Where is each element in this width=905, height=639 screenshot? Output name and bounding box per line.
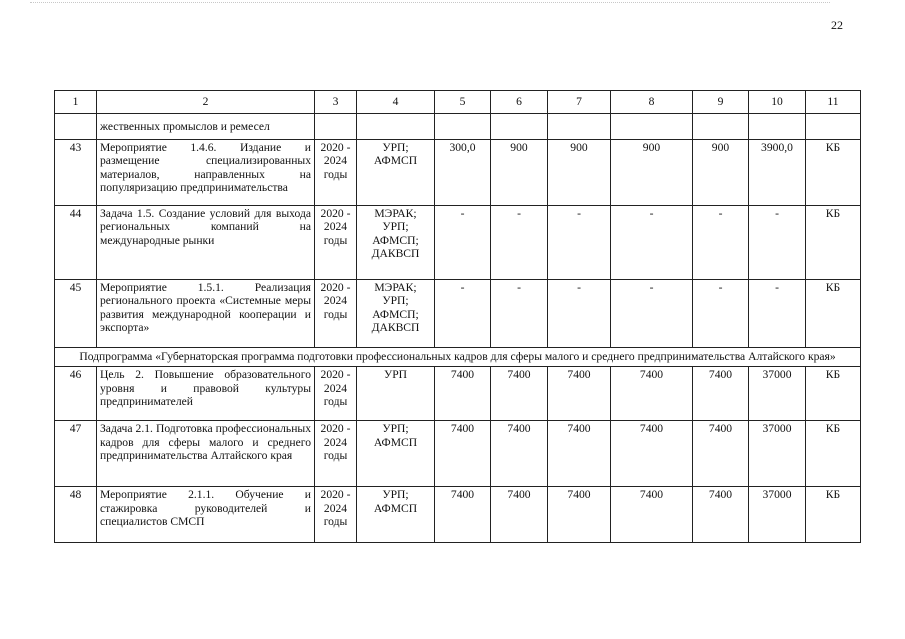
funding-value: - <box>693 280 749 348</box>
header-cell: 8 <box>611 91 693 114</box>
funding-value: 37000 <box>749 421 806 487</box>
header-cell: 3 <box>315 91 357 114</box>
header-cell: 2 <box>97 91 315 114</box>
cell <box>491 114 548 140</box>
funding-value: 7400 <box>491 367 548 421</box>
funding-value: 7400 <box>435 421 491 487</box>
subprogram-row <box>55 348 861 367</box>
executors-cell: УРП; АФМСП <box>357 421 435 487</box>
funding-value: 37000 <box>749 367 806 421</box>
activity-name: Задача 2.1. Подготовка профессиональных кадров для сферы малого и среднего предпринимательства Алтайского края <box>97 421 315 487</box>
funding-value: 900 <box>548 140 611 206</box>
funding-value: 7400 <box>548 421 611 487</box>
funding-value: - <box>548 206 611 280</box>
funding-value: 7400 <box>693 367 749 421</box>
funding-value: 7400 <box>693 421 749 487</box>
row-number: 45 <box>55 280 97 348</box>
funding-value: - <box>491 206 548 280</box>
table-row <box>55 140 861 206</box>
row-number: 44 <box>55 206 97 280</box>
header-cell: 7 <box>548 91 611 114</box>
page-number: 22 <box>831 18 843 32</box>
executors-cell: МЭРАК; УРП; АФМСП; ДАКВСП <box>357 206 435 280</box>
funding-value: - <box>435 206 491 280</box>
table-row <box>55 367 861 421</box>
cell <box>435 114 491 140</box>
header-cell: 1 <box>55 91 97 114</box>
funding-value: 7400 <box>491 421 548 487</box>
funding-value: - <box>611 206 693 280</box>
period-cell: 2020 - 2024 годы <box>315 421 357 487</box>
activity-name: Мероприятие 2.1.1. Обучение и стажировка руководителей и специалистов СМСП <box>97 487 315 543</box>
cell <box>548 114 611 140</box>
funding-value: - <box>611 280 693 348</box>
header-row <box>55 91 861 114</box>
header-cell: 10 <box>749 91 806 114</box>
funding-value: 900 <box>491 140 548 206</box>
funding-value: 37000 <box>749 487 806 543</box>
funding-value: - <box>693 206 749 280</box>
row-number: 48 <box>55 487 97 543</box>
activity-name: Мероприятие 1.4.6. Издание и размещение специализированных материалов, направленных на популяризацию предпринимательства <box>97 140 315 206</box>
cell <box>749 114 806 140</box>
funding-value: 7400 <box>491 487 548 543</box>
funding-value: - <box>548 280 611 348</box>
activity-name: Мероприятие 1.5.1. Реализация регионального проекта «Системные меры развития международной кооперации и экспорта» <box>97 280 315 348</box>
header-cell: 5 <box>435 91 491 114</box>
header-cell: 11 <box>806 91 861 114</box>
funding-source: КБ <box>806 140 861 206</box>
funding-source: КБ <box>806 280 861 348</box>
cell <box>693 114 749 140</box>
executors-cell: МЭРАК; УРП; АФМСП; ДАКВСП <box>357 280 435 348</box>
subprogram-title: Подпрограмма «Губернаторская программа подготовки профессиональных кадров для сферы малого и среднего предпринимательства Алтайского края» <box>55 348 861 367</box>
funding-value: 7400 <box>548 367 611 421</box>
period-cell: 2020 - 2024 годы <box>315 206 357 280</box>
program-table <box>54 90 861 543</box>
cell <box>55 114 97 140</box>
funding-value: 7400 <box>435 487 491 543</box>
funding-value: 3900,0 <box>749 140 806 206</box>
header-cell: 6 <box>491 91 548 114</box>
executors-cell: УРП; АФМСП <box>357 487 435 543</box>
activity-name: Задача 1.5. Создание условий для выхода региональных компаний на международные рынки <box>97 206 315 280</box>
continuation-row <box>55 114 861 140</box>
funding-value: 7400 <box>435 367 491 421</box>
funding-value: 7400 <box>693 487 749 543</box>
table-row <box>55 280 861 348</box>
executors-cell: УРП <box>357 367 435 421</box>
table-row <box>55 206 861 280</box>
cell <box>315 114 357 140</box>
period-cell: 2020 - 2024 годы <box>315 280 357 348</box>
funding-value: 7400 <box>611 367 693 421</box>
header-cell: 9 <box>693 91 749 114</box>
funding-value: 7400 <box>611 487 693 543</box>
continuation-text: жественных промыслов и ремесел <box>97 114 315 140</box>
funding-value: 300,0 <box>435 140 491 206</box>
table-row <box>55 487 861 543</box>
funding-value: 900 <box>693 140 749 206</box>
header-cell: 4 <box>357 91 435 114</box>
funding-source: КБ <box>806 206 861 280</box>
funding-value: - <box>749 206 806 280</box>
row-number: 46 <box>55 367 97 421</box>
period-cell: 2020 - 2024 годы <box>315 140 357 206</box>
row-number: 47 <box>55 421 97 487</box>
funding-source: КБ <box>806 487 861 543</box>
funding-source: КБ <box>806 421 861 487</box>
period-cell: 2020 - 2024 годы <box>315 367 357 421</box>
funding-value: - <box>491 280 548 348</box>
funding-value: - <box>749 280 806 348</box>
cell <box>357 114 435 140</box>
funding-source: КБ <box>806 367 861 421</box>
scan-artifact-line <box>30 2 830 3</box>
cell <box>806 114 861 140</box>
period-cell: 2020 - 2024 годы <box>315 487 357 543</box>
table-row <box>55 421 861 487</box>
funding-value: - <box>435 280 491 348</box>
funding-value: 900 <box>611 140 693 206</box>
funding-value: 7400 <box>548 487 611 543</box>
cell <box>611 114 693 140</box>
row-number: 43 <box>55 140 97 206</box>
activity-name: Цель 2. Повышение образовательного уровня и правовой культуры предпринимателей <box>97 367 315 421</box>
funding-value: 7400 <box>611 421 693 487</box>
executors-cell: УРП; АФМСП <box>357 140 435 206</box>
